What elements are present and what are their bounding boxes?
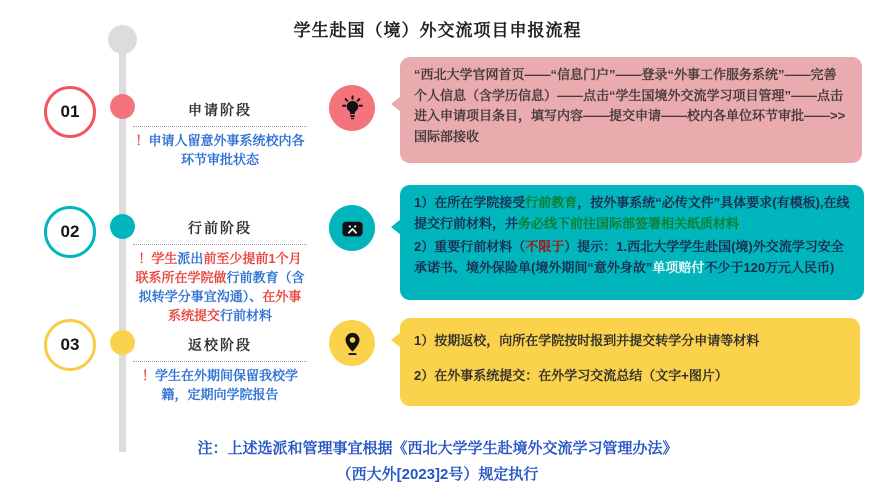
stage-block-return <box>133 335 307 405</box>
stage-number-1: 01 <box>60 102 80 121</box>
footnote-line-1: 注：上述选派和管理事宜根据《西北大学学生赴境外交流学习管理办法》 <box>197 440 678 457</box>
footnote-line-2: （西大外[2023]2号）规定执行 <box>336 465 539 483</box>
stage-number-3: 03 <box>60 335 80 354</box>
timeline-dot-1 <box>110 94 135 119</box>
bubble-tail <box>391 219 401 235</box>
bubble-text: 2）在外事系统提交：在外学习交流总结（文字+图片） <box>414 367 728 383</box>
info-bubble-return <box>400 318 860 406</box>
stage-caption-return: ！学生在外期间保留我校学籍，定期向学院报告 <box>141 368 299 402</box>
info-bubble-application <box>400 57 862 163</box>
stage-label-application: 申请阶段 <box>133 100 307 127</box>
bubble-tail <box>391 96 401 112</box>
stage-icon-circle-1 <box>329 85 375 131</box>
lightbulb-icon <box>339 95 366 122</box>
bubble-text: 1）在所在学院接受行前教育，按外事系统“必传文件”具体要求(有模板),在线提交行前材料，并务必线下前往国际部签署相关纸质材料 <box>414 195 850 231</box>
stage-block-application <box>133 100 307 170</box>
bubble-text: 2）重要行前材料（不限于）提示：1.西北大学学生赴国(境)外交流学习安全承诺书、境外保险单(境外期间“意外身故”单项赔付不少于120万元人民币) <box>414 239 844 275</box>
stage-number-badge-1 <box>44 86 96 138</box>
stage-label-predeparture: 行前阶段 <box>133 218 307 245</box>
timeline-dot-2 <box>110 214 135 239</box>
stage-number-2: 02 <box>60 222 80 241</box>
page-title: 学生赴国（境）外交流项目申报流程 <box>293 21 582 40</box>
stage-label-return: 返校阶段 <box>133 335 307 362</box>
stage-number-badge-3 <box>44 319 96 371</box>
stage-caption-application: ！申请人留意外事系统校内各环节审批状态 <box>135 133 305 167</box>
timeline-dot-3 <box>110 330 135 355</box>
info-bubble-predeparture <box>400 185 864 300</box>
bubble-tail <box>391 332 401 348</box>
location-pin-icon <box>339 330 366 357</box>
bubble-text: 1）按期返校，向所在学院按时报到并提交转学分申请等材料 <box>414 333 760 348</box>
stage-caption-predeparture: ！学生派出前至少提前1个月联系所在学院做行前教育（含拟转学分事宜沟通）、在外事系统提交行前材料 <box>135 251 305 323</box>
footnote <box>0 436 875 488</box>
bubble-text: “西北大学官网首页——“信息门户”——登录“外事工作服务系统”——完善个人信息（含学历信息）——点击“学生国境外交流学习项目管理”——点击进入申请项目条目，填写内容——提交申请——校内各单位环节审批——>>国际部接收 <box>414 67 846 144</box>
stage-icon-circle-3 <box>329 320 375 366</box>
presentation-icon <box>339 215 366 242</box>
stage-number-badge-2 <box>44 206 96 258</box>
stage-block-predeparture <box>133 218 307 325</box>
stage-icon-circle-2 <box>329 205 375 251</box>
